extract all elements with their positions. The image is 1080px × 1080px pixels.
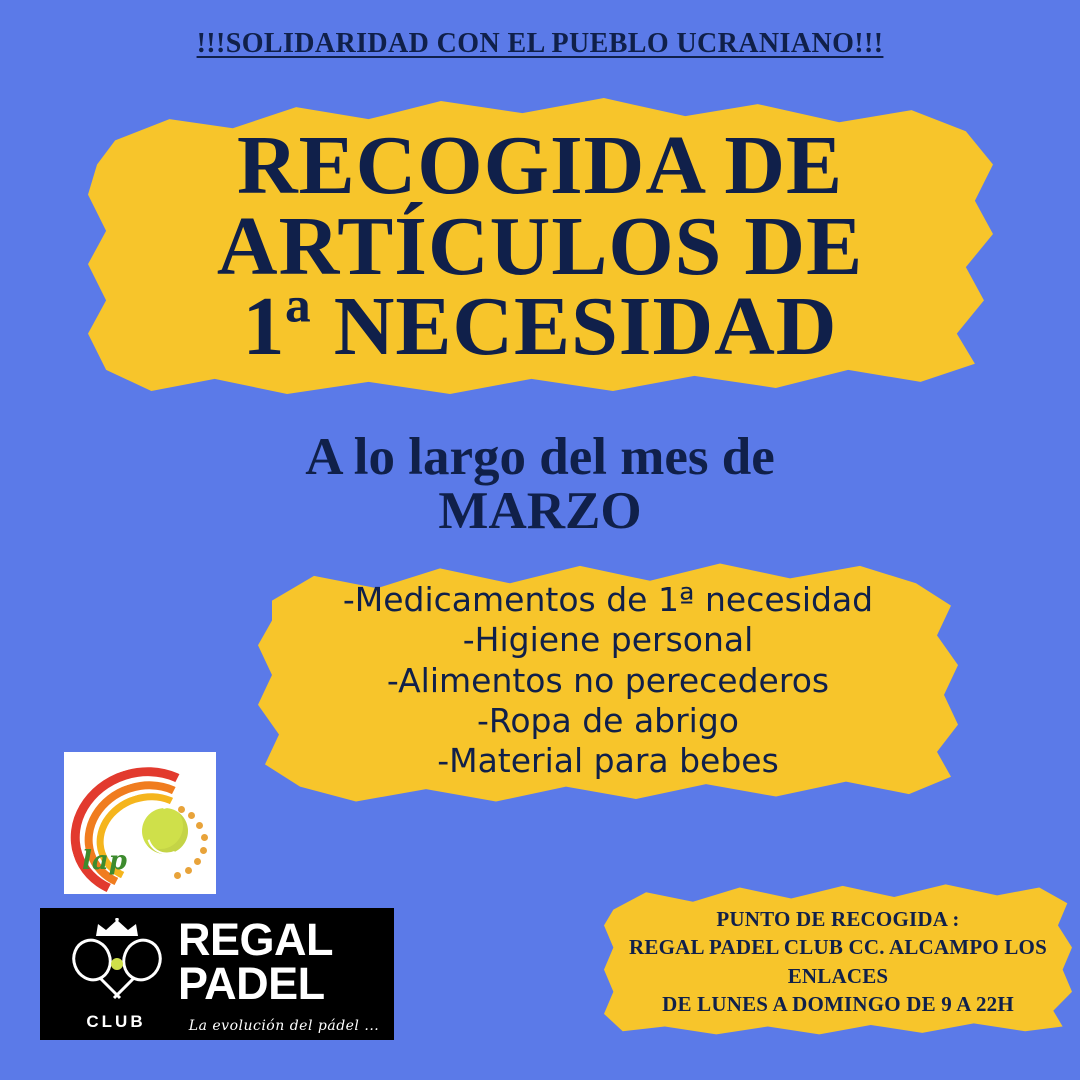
regal-club-label: CLUB [86, 1012, 146, 1031]
pickup-line-2: REGAL PADEL CLUB CC. ALCAMPO LOS ENLACES [629, 935, 1047, 988]
list-item: -Medicamentos de 1ª necesidad [342, 580, 874, 619]
padel-rackets-icon [64, 938, 172, 1000]
title-line-1: RECOGIDA DE [236, 119, 844, 212]
lap-logo [64, 752, 216, 894]
crown-icon [94, 918, 140, 938]
solidarity-banner: !!!SOLIDARIDAD CON EL PUEBLO UCRANIANO!!! [196, 28, 884, 59]
subtitle [0, 428, 1080, 541]
subtitle-line-2: MARZO [438, 482, 642, 541]
regal-emblem [54, 914, 178, 1034]
pickup-line-3: DE LUNES A DOMINGO DE 9 A 22H [662, 992, 1014, 1017]
title-line-2: ARTÍCULOS DE [216, 199, 864, 293]
page-title [0, 119, 1080, 374]
list-item: -Higiene personal [462, 620, 754, 660]
pickup-line-1: PUNTO DE RECOGIDA : [716, 907, 960, 931]
list-item: -Alimentos no perecederos [386, 660, 830, 700]
regal-word-2: PADEL [178, 958, 325, 1010]
dots-icon [176, 804, 216, 880]
regal-padel-logo [40, 908, 394, 1040]
lap-wordmark: lap [82, 846, 127, 876]
items-list [258, 580, 958, 781]
subtitle-line-1: A lo largo del mes de [305, 428, 775, 486]
regal-slogan: La evolución del pádel ... [188, 1018, 380, 1034]
regal-wordmark [178, 914, 390, 1010]
pickup-info [604, 905, 1072, 1018]
list-item: -Ropa de abrigo [477, 700, 739, 740]
regal-word-1: REGAL [178, 914, 333, 965]
list-item: -Material para bebes [437, 741, 779, 780]
title-line-3: 1ª NECESIDAD [242, 280, 838, 374]
